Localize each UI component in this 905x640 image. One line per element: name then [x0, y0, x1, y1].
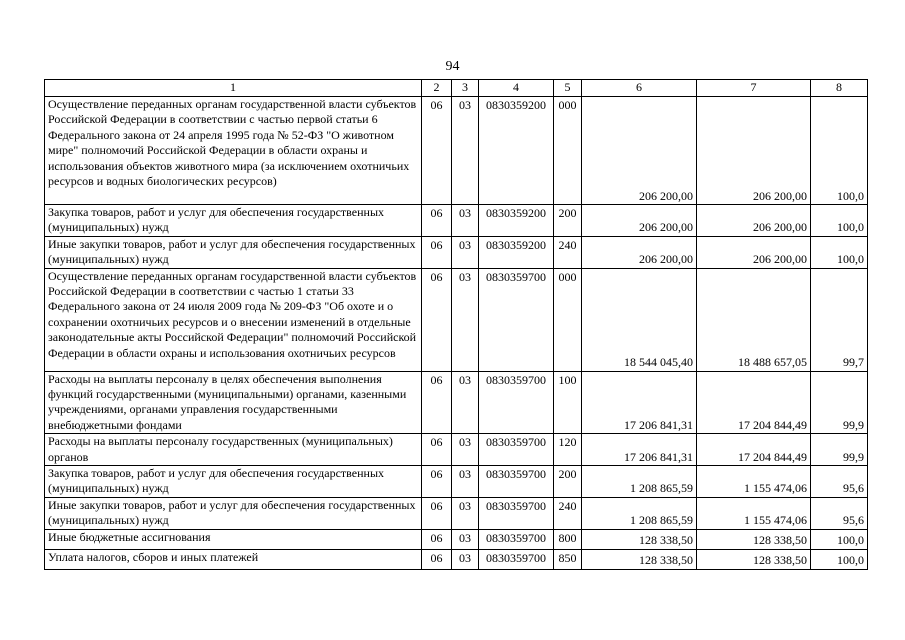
subsection-cell: 03	[452, 371, 479, 434]
subsection-cell: 03	[452, 236, 479, 268]
table-row	[45, 549, 868, 569]
execution-percent-cell: 100,0	[811, 205, 868, 237]
planned-amount-cell: 1 208 865,59	[582, 466, 697, 498]
planned-amount-cell: 128 338,50	[582, 549, 697, 569]
table-header-row	[45, 80, 868, 97]
expense-type-cell: 100	[554, 371, 582, 434]
planned-amount-cell: 206 200,00	[582, 236, 697, 268]
table-row	[45, 97, 868, 205]
section-cell: 06	[422, 434, 452, 466]
target-article-cell: 0830359700	[479, 497, 554, 529]
target-article-cell: 0830359700	[479, 268, 554, 371]
expense-type-cell: 000	[554, 97, 582, 205]
executed-amount-cell: 206 200,00	[697, 205, 811, 237]
table-row	[45, 371, 868, 434]
expense-type-cell: 800	[554, 529, 582, 549]
subsection-cell: 03	[452, 268, 479, 371]
expense-type-cell: 850	[554, 549, 582, 569]
column-header: 3	[452, 80, 479, 97]
section-cell: 06	[422, 529, 452, 549]
section-cell: 06	[422, 268, 452, 371]
expense-name-cell: Расходы на выплаты персоналу в целях обеспечения выполнения функций государственными (муниципальными) органами, казенными учреждениями, органами управления государственными внебюджетными фондами	[45, 371, 422, 434]
subsection-cell: 03	[452, 529, 479, 549]
expense-type-cell: 200	[554, 205, 582, 237]
table-row	[45, 466, 868, 498]
section-cell: 06	[422, 549, 452, 569]
target-article-cell: 0830359700	[479, 466, 554, 498]
target-article-cell: 0830359700	[479, 434, 554, 466]
target-article-cell: 0830359200	[479, 97, 554, 205]
executed-amount-cell: 128 338,50	[697, 529, 811, 549]
section-cell: 06	[422, 466, 452, 498]
target-article-cell: 0830359200	[479, 205, 554, 237]
planned-amount-cell: 206 200,00	[582, 205, 697, 237]
column-header: 1	[45, 80, 422, 97]
executed-amount-cell: 18 488 657,05	[697, 268, 811, 371]
expense-name-cell: Закупка товаров, работ и услуг для обеспечения государственных (муниципальных) нужд	[45, 466, 422, 498]
execution-percent-cell: 100,0	[811, 97, 868, 205]
subsection-cell: 03	[452, 466, 479, 498]
execution-percent-cell: 99,9	[811, 371, 868, 434]
execution-percent-cell: 100,0	[811, 529, 868, 549]
planned-amount-cell: 128 338,50	[582, 529, 697, 549]
expense-type-cell: 120	[554, 434, 582, 466]
table-row	[45, 236, 868, 268]
executed-amount-cell: 206 200,00	[697, 236, 811, 268]
execution-percent-cell: 95,6	[811, 497, 868, 529]
subsection-cell: 03	[452, 97, 479, 205]
executed-amount-cell: 1 155 474,06	[697, 466, 811, 498]
section-cell: 06	[422, 97, 452, 205]
executed-amount-cell: 1 155 474,06	[697, 497, 811, 529]
subsection-cell: 03	[452, 549, 479, 569]
section-cell: 06	[422, 205, 452, 237]
expense-type-cell: 200	[554, 466, 582, 498]
expense-type-cell: 240	[554, 236, 582, 268]
expense-name-cell: Осуществление переданных органам государственной власти субъектов Российской Федерации в соответствии с частью 1 статьи 33 Федерального закона от 24 июля 2009 года № 209-ФЗ "Об охоте и о сохранении охотничьих ресурсов и о внесении изменений в отдельные законодательные акты Российской Федерации" полномочий Российской Федерации в области охраны и использования охотничьих ресурсов	[45, 268, 422, 371]
expense-name-cell: Иные закупки товаров, работ и услуг для обеспечения государственных (муниципальных) нужд	[45, 497, 422, 529]
table-row	[45, 268, 868, 371]
expense-name-cell: Расходы на выплаты персоналу государственных (муниципальных) органов	[45, 434, 422, 466]
planned-amount-cell: 206 200,00	[582, 97, 697, 205]
column-header: 4	[479, 80, 554, 97]
planned-amount-cell: 17 206 841,31	[582, 371, 697, 434]
planned-amount-cell: 1 208 865,59	[582, 497, 697, 529]
budget-execution-table	[44, 79, 868, 570]
column-header: 7	[697, 80, 811, 97]
target-article-cell: 0830359200	[479, 236, 554, 268]
target-article-cell: 0830359700	[479, 549, 554, 569]
subsection-cell: 03	[452, 434, 479, 466]
executed-amount-cell: 17 204 844,49	[697, 371, 811, 434]
execution-percent-cell: 95,6	[811, 466, 868, 498]
section-cell: 06	[422, 371, 452, 434]
planned-amount-cell: 18 544 045,40	[582, 268, 697, 371]
execution-percent-cell: 99,7	[811, 268, 868, 371]
section-cell: 06	[422, 497, 452, 529]
expense-name-cell: Иные закупки товаров, работ и услуг для обеспечения государственных (муниципальных) нужд	[45, 236, 422, 268]
expense-name-cell: Уплата налогов, сборов и иных платежей	[45, 549, 422, 569]
column-header: 6	[582, 80, 697, 97]
target-article-cell: 0830359700	[479, 529, 554, 549]
subsection-cell: 03	[452, 205, 479, 237]
execution-percent-cell: 99,9	[811, 434, 868, 466]
expense-type-cell: 240	[554, 497, 582, 529]
table-row	[45, 497, 868, 529]
page-number: 94	[445, 59, 460, 74]
subsection-cell: 03	[452, 497, 479, 529]
executed-amount-cell: 206 200,00	[697, 97, 811, 205]
executed-amount-cell: 17 204 844,49	[697, 434, 811, 466]
planned-amount-cell: 17 206 841,31	[582, 434, 697, 466]
column-header: 2	[422, 80, 452, 97]
execution-percent-cell: 100,0	[811, 549, 868, 569]
table-row	[45, 205, 868, 237]
column-header: 5	[554, 80, 582, 97]
expense-type-cell: 000	[554, 268, 582, 371]
execution-percent-cell: 100,0	[811, 236, 868, 268]
expense-name-cell: Осуществление переданных органам государственной власти субъектов Российской Федерации в соответствии с частью первой статьи 6 Федерального закона от 24 апреля 1995 года № 52-ФЗ "О животном мире" полномочий Российской Федерации в области охраны и использования объектов животного мира (за исключением охотничьих ресурсов и водных биологических ресурсов)	[45, 97, 422, 205]
executed-amount-cell: 128 338,50	[697, 549, 811, 569]
column-header: 8	[811, 80, 868, 97]
expense-name-cell: Закупка товаров, работ и услуг для обеспечения государственных (муниципальных) нужд	[45, 205, 422, 237]
expense-name-cell: Иные бюджетные ассигнования	[45, 529, 422, 549]
target-article-cell: 0830359700	[479, 371, 554, 434]
table-row	[45, 434, 868, 466]
table-row	[45, 529, 868, 549]
section-cell: 06	[422, 236, 452, 268]
